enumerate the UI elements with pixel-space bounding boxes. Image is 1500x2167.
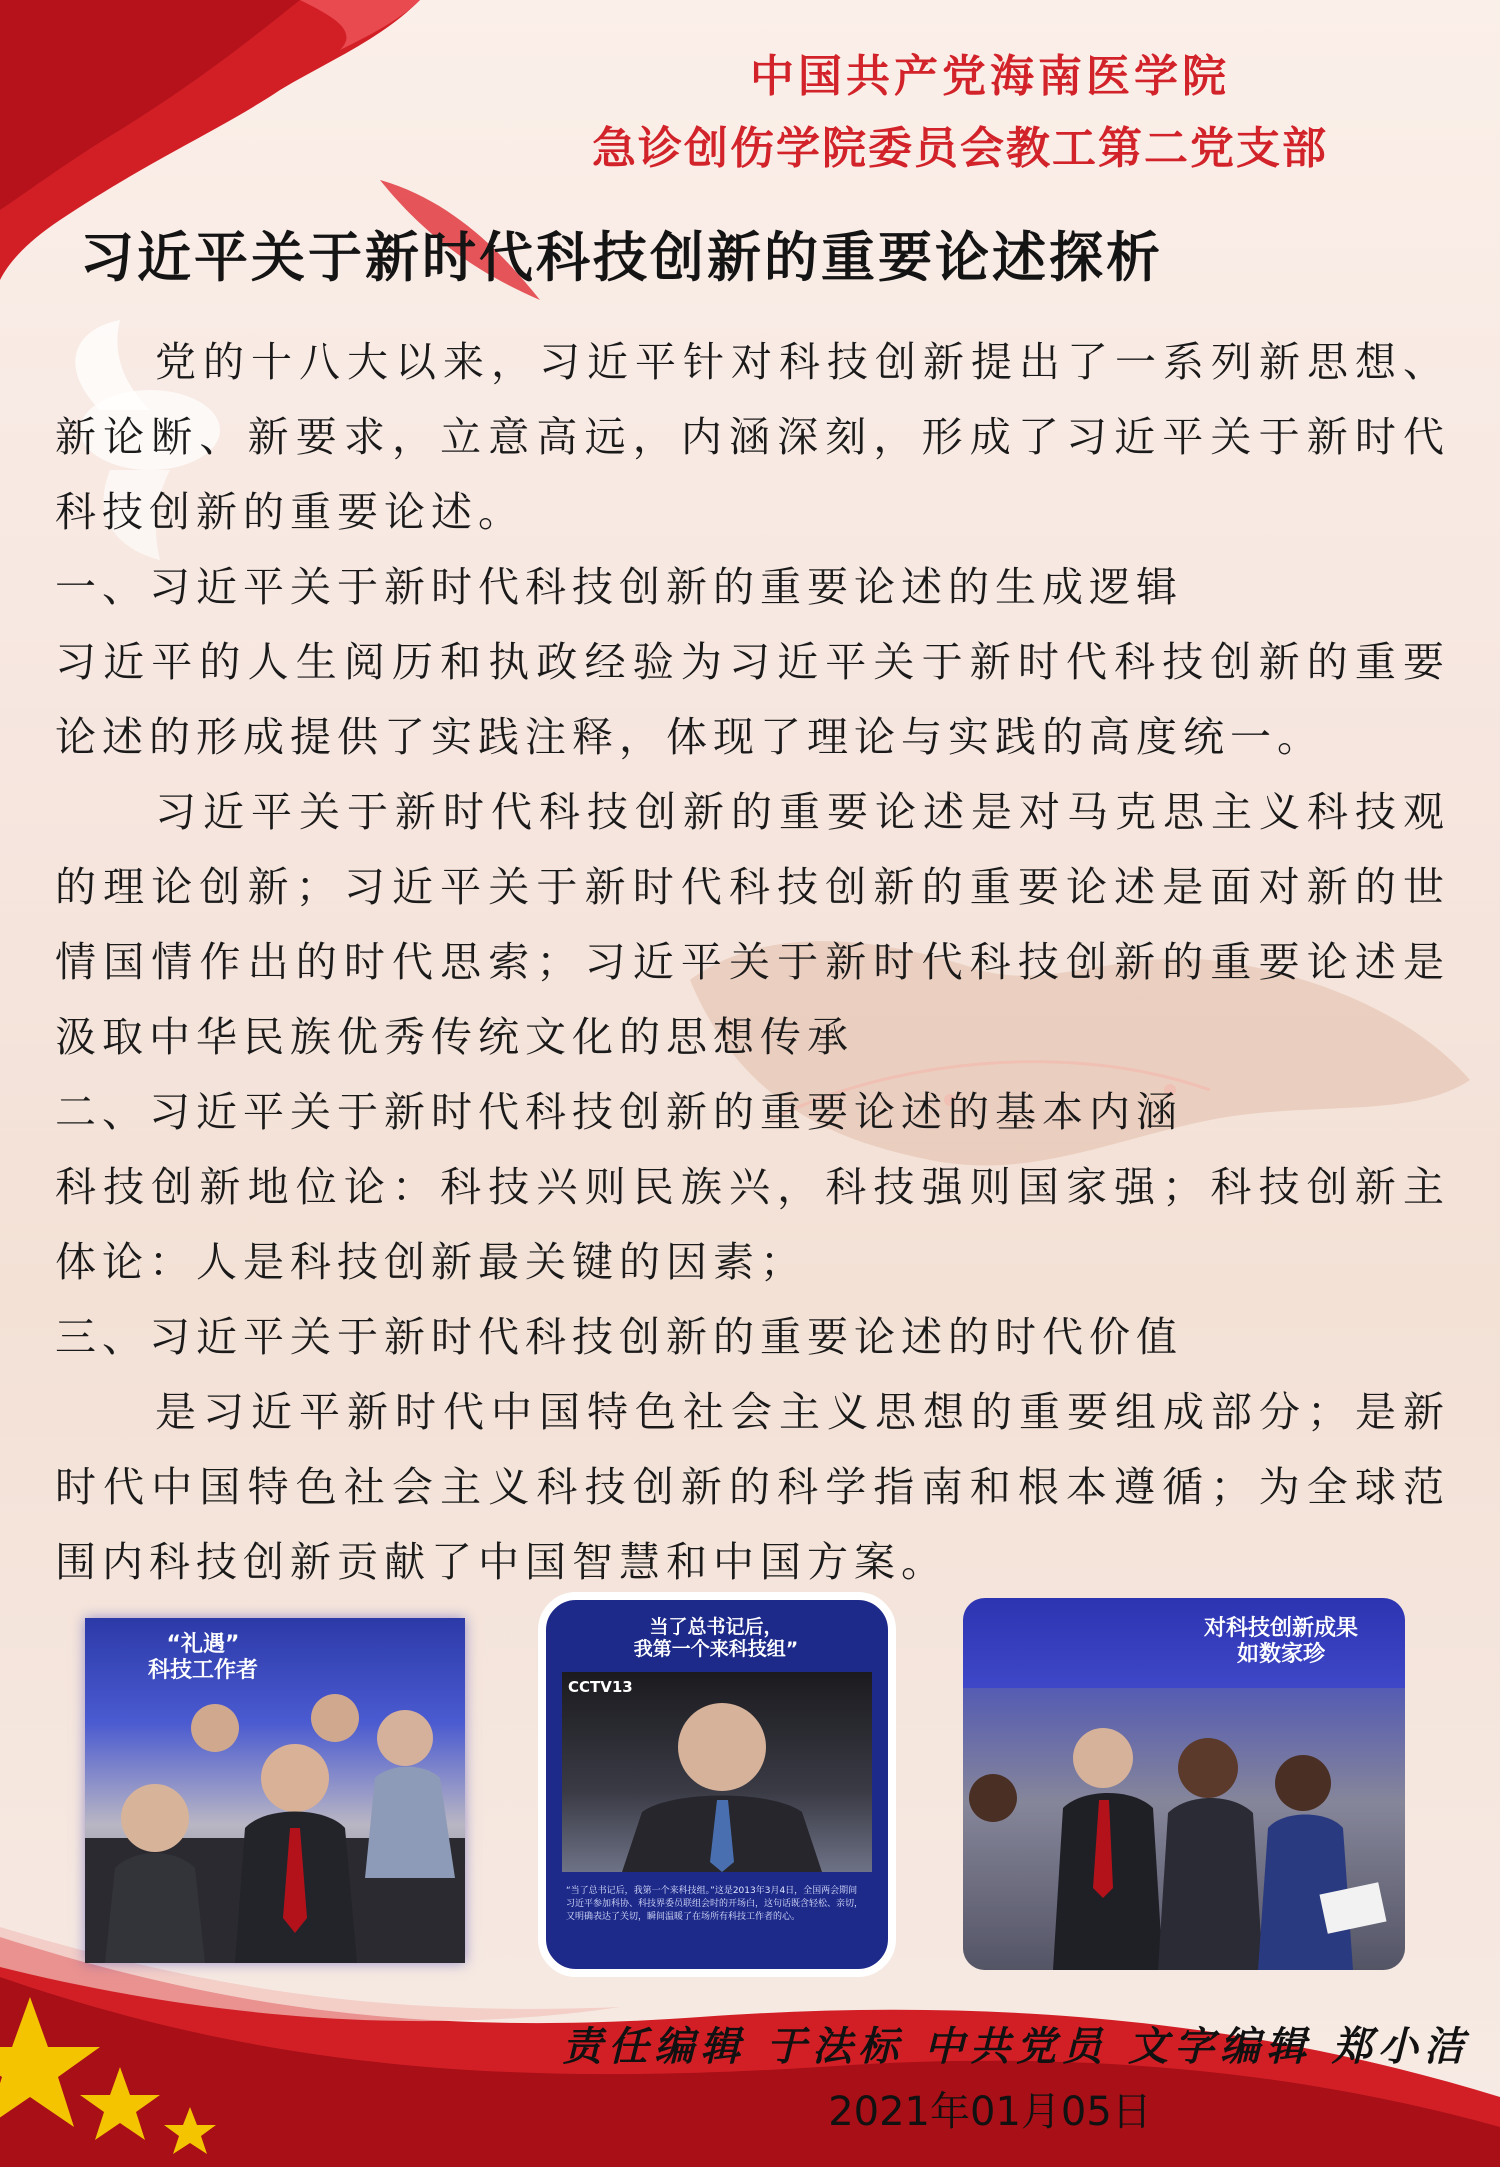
editors-credit: 责任编辑 于法标 中共党员 文字编辑 郑小洁 [562,2023,1470,2070]
section2-paragraph1: 科技创新地位论：科技兴则民族兴，科技强则国家强；科技创新主体论：人是科技创新最关键的因素； [55,1163,1450,1286]
section1-paragraph1: 习近平的人生阅历和执政经验为习近平关于新时代科技创新的重要论述的形成提供了实践注释，体现了理论与实践的高度统一。 [55,638,1450,761]
tv-frame [562,1672,872,1872]
section3-paragraph1: 是习近平新时代中国特色社会主义思想的重要组成部分；是新时代中国特色社会主义科技创新的科学指南和根本遵循；为全球范围内科技创新贡献了中国智慧和中国方案。 [55,1388,1450,1586]
org-name-line1: 中国共产党海南医学院 [750,51,1230,102]
photo-exhibition-visit [963,1598,1405,1970]
people-illustration [85,1688,465,1963]
page-title: 习近平关于新时代科技创新的重要论述探析 [80,226,1163,289]
photo-caption: “礼遇” 科技工作者 [147,1632,258,1683]
publish-date: 2021年01月05日 [828,2089,1152,2135]
intro-paragraph: 党的十八大以来，习近平针对科技创新提出了一系列新思想、新论断、新要求，立意高远，内涵深刻，形成了习近平关于新时代科技创新的重要论述。 [55,338,1450,536]
org-name-line2: 急诊创伤学院委员会教工第二党支部 [592,123,1328,174]
section-heading-2: 二、习近平关于新时代科技创新的重要论述的基本内涵 [55,1088,1183,1136]
article-body [55,325,1450,1600]
section1-paragraph2: 习近平关于新时代科技创新的重要论述是对马克思主义科技观的理论创新；习近平关于新时代科技创新的重要论述是面对新的世情国情作出的时代思索；习近平关于新时代科技创新的重要论述是汲取中华民族优秀传统文化的思想传承 [55,788,1450,1061]
organization-header [520,40,1460,176]
photo-caption: 当了总书记后， 我第一个来科技组” [633,1616,799,1660]
people-illustration [963,1688,1405,1970]
section-heading-3: 三、习近平关于新时代科技创新的重要论述的时代价值 [55,1313,1183,1361]
cctv-logo: CCTV13 [568,1678,633,1696]
photo-scientists-meeting [85,1618,465,1963]
section-heading-1: 一、习近平关于新时代科技创新的重要论述的生成逻辑 [55,563,1183,611]
speaker-illustration [562,1672,872,1872]
photo-cctv-speech [538,1592,896,1977]
photo-caption: 对科技创新成果 如数家珍 [1203,1616,1358,1667]
photo-small-caption: “当了总书记后，我第一个来科技组。”这是2013年3月4日，全国两会期间习近平参加科协、科技界委员联组会时的开场白，这句话既含轻松、亲切，又明确表达了关切，瞬间温暖了在场所有科技工作者的心。 [566,1886,864,1922]
